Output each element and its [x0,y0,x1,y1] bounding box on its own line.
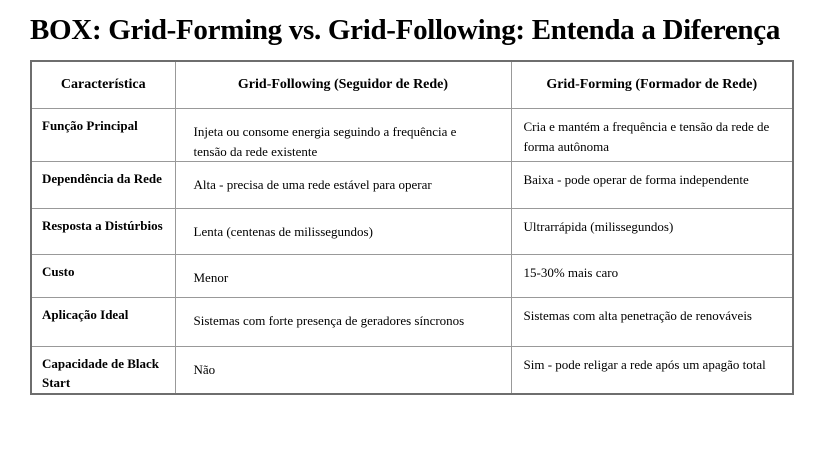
column-header-grid-forming: Grid-Forming (Formador de Rede) [511,61,793,109]
grid-forming-cell: Sistemas com alta penetração de renováveis [511,298,793,347]
grid-following-cell: Sistemas com forte presença de geradores síncronos [175,298,511,347]
feature-cell: Dependência da Rede [31,162,175,209]
grid-forming-cell: Baixa - pode operar de forma independente [511,162,793,209]
feature-cell: Capacidade de Black Start [31,347,175,394]
column-header-grid-following: Grid-Following (Seguidor de Rede) [175,61,511,109]
feature-cell: Aplicação Ideal [31,298,175,347]
grid-following-cell: Alta - precisa de uma rede estável para operar [175,162,511,209]
grid-forming-cell: Ultrarrápida (milissegundos) [511,209,793,255]
table-header-row [31,61,793,109]
table-row [31,347,793,394]
table-row [31,255,793,298]
grid-following-cell: Não [175,347,511,394]
grid-following-cell: Injeta ou consome energia seguindo a frequência e tensão da rede existente [175,109,511,162]
grid-following-cell: Lenta (centenas de milissegundos) [175,209,511,255]
table-row [31,298,793,347]
grid-following-cell: Menor [175,255,511,298]
column-header-caracteristica: Característica [31,61,175,109]
table-body [31,109,793,394]
feature-cell: Função Principal [31,109,175,162]
comparison-table [30,60,794,395]
grid-forming-cell: Sim - pode religar a rede após um apagão total [511,347,793,394]
feature-cell: Resposta a Distúrbios [31,209,175,255]
grid-forming-cell: 15-30% mais caro [511,255,793,298]
table-row [31,109,793,162]
table-row [31,209,793,255]
feature-cell: Custo [31,255,175,298]
page-title: BOX: Grid-Forming vs. Grid-Following: Entenda a Diferença [30,14,781,46]
grid-forming-cell: Cria e mantém a frequência e tensão da rede de forma autônoma [511,109,793,162]
table-row [31,162,793,209]
